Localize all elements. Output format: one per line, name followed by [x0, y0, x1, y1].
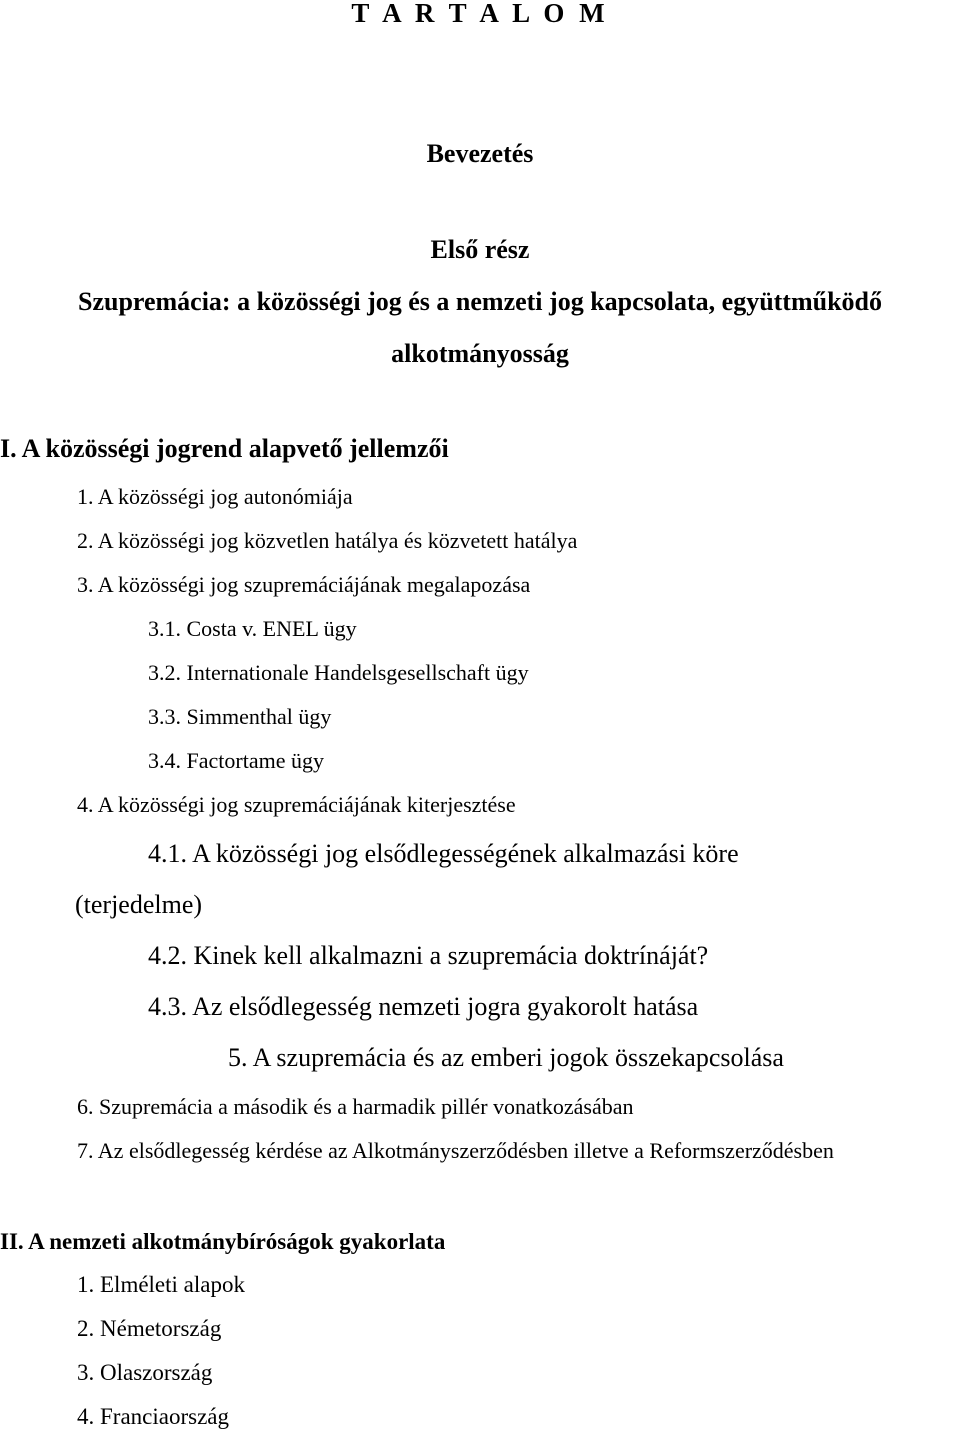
toc-item: 6. Szupremácia a második és a harmadik pillér vonatkozásában: [77, 1094, 634, 1119]
toc-item: 4. Franciaország: [77, 1404, 229, 1429]
intro-heading: Bevezetés: [426, 139, 534, 168]
toc-heading: T A R T A L O M: [351, 0, 609, 28]
part-subtitle-line2: alkotmányosság: [391, 339, 569, 368]
toc-item: 3.2. Internationale Handelsgesellschaft ügy: [148, 660, 529, 685]
toc-item: 4.3. Az elsődlegesség nemzeti jogra gyakorolt hatása: [148, 992, 699, 1021]
toc-item: 3. Olaszország: [77, 1360, 213, 1385]
toc-item: 1. A közösségi jog autonómiája: [77, 484, 353, 509]
chapter2-title: II. A nemzeti alkotmánybíróságok gyakorlata: [0, 1229, 446, 1254]
toc-item: 4.1. A közösségi jog elsődlegességének alkalmazási köre: [148, 839, 739, 868]
toc-item: 3.1. Costa v. ENEL ügy: [148, 616, 357, 641]
toc-item: 3. A közösségi jog szupremáciájának megalapozása: [77, 572, 531, 597]
part-subtitle-line1: Szupremácia: a közösségi jog és a nemzeti jog kapcsolata, együttműködő: [77, 287, 883, 316]
toc-item: 3.3. Simmenthal ügy: [148, 704, 332, 729]
part-title: Első rész: [430, 235, 530, 264]
toc-item: 2. A közösségi jog közvetlen hatálya és közvetett hatálya: [77, 528, 578, 553]
toc-item: 7. Az elsődlegesség kérdése az Alkotmányszerződésben illetve a Reformszerződésben: [77, 1138, 834, 1163]
toc-item-continuation: (terjedelme): [75, 890, 203, 919]
toc-item: 1. Elméleti alapok: [77, 1272, 245, 1297]
toc-item: 5. A szupremácia és az emberi jogok összekapcsolása: [228, 1043, 784, 1072]
toc-item: 4. A közösségi jog szupremáciájának kiterjesztése: [77, 792, 516, 817]
toc-item: 3.4. Factortame ügy: [148, 748, 324, 773]
toc-item: 2. Németország: [77, 1316, 222, 1341]
toc-item: 4.2. Kinek kell alkalmazni a szupremácia doktrínáját?: [148, 941, 709, 970]
chapter1-title: I. A közösségi jogrend alapvető jellemzői: [0, 434, 449, 463]
